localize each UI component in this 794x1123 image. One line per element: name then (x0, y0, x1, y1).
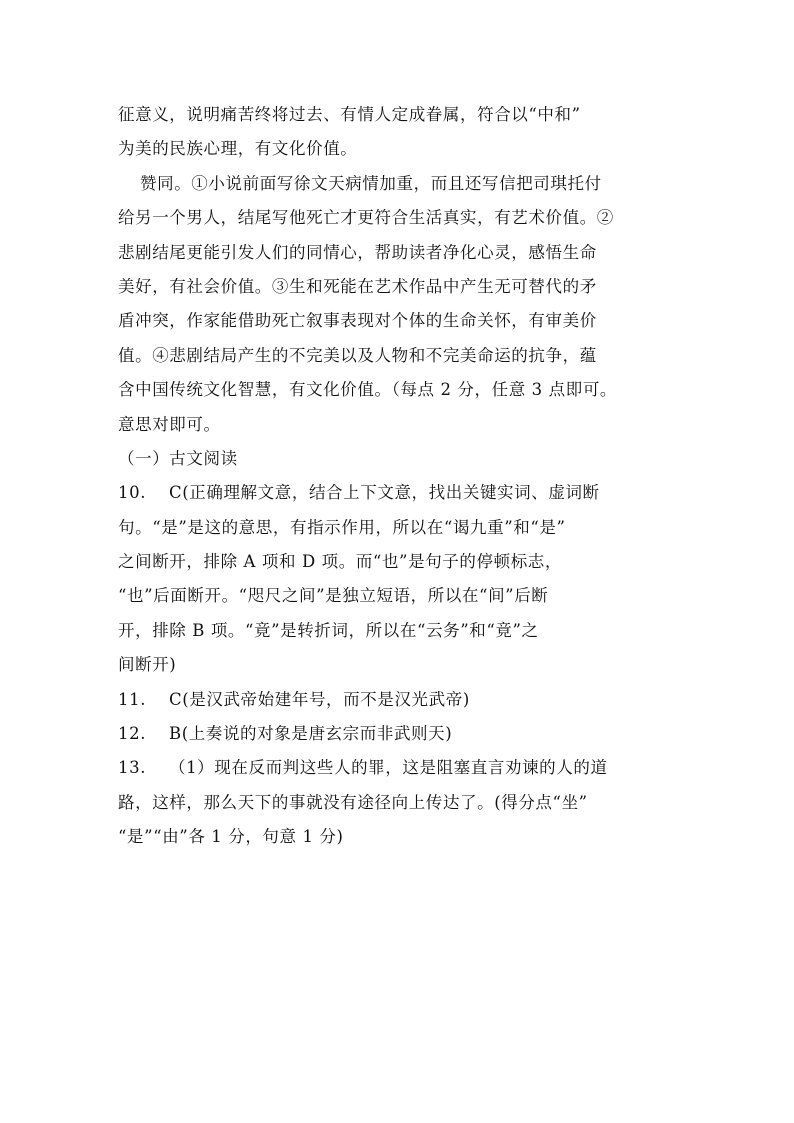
text-line: 路，这样，那么天下的事就没有途径向上传达了。(得分点“坐” (118, 792, 588, 812)
document-body (118, 98, 678, 855)
text-line: 给另一个男人，结尾写他死亡才更符合生活真实，有艺术价值。② (118, 208, 614, 228)
section-heading: （一）古文阅读 (118, 448, 238, 468)
text-line: 征意义，说明痛苦终将过去、有情人定成眷属，符合以“中和” (118, 105, 581, 124)
answer-item-13: 13. （1）现在反而判这些人的罪，这是阻塞直言劝谏的人的道 (118, 758, 608, 778)
text-line: 盾冲突，作家能借助死亡叙事表现对个体的生命关怀，有审美价 (118, 311, 597, 331)
text-line: 开，排除 B 项。“竟”是转折词，所以在“云务”和“竟”之 (118, 620, 539, 640)
text-line: “也”后面断开。“咫尺之间”是独立短语，所以在“间”后断 (118, 586, 549, 606)
text-line: 美好，有社会价值。③生和死能在艺术作品中产生无可替代的矛 (118, 276, 597, 296)
text-line: “是”“由”各 1 分，句意 1 分) (118, 827, 344, 847)
answer-item-11: 11. C(是汉武帝始建年号，而不是汉光武帝) (118, 689, 470, 709)
text-line: 值。④悲剧结局产生的不完美以及人物和不完美命运的抗争，蕴 (118, 345, 597, 365)
text-line: 为美的民族心理，有文化价值。 (118, 139, 358, 159)
answer-item-10: 10. C(正确理解文意，结合上下文意，找出关键实词、虚词断 (118, 483, 600, 503)
text-line: 之间断开，排除 A 项和 D 项。而“也”是句子的停顿标志， (118, 552, 562, 572)
text-line: 赞同。①小说前面写徐文天病情加重，而且还写信把司琪托付 (140, 173, 602, 193)
text-line: 悲剧结尾更能引发人们的同情心，帮助读者净化心灵，感悟生命 (118, 242, 597, 262)
text-line: 间断开) (118, 655, 177, 675)
answer-item-12: 12. B(上奏说的对象是唐玄宗而非武则天) (118, 724, 453, 744)
text-line: 含中国传统文化智慧，有文化价值。（每点 2 分，任意 3 点即可。 (118, 380, 618, 400)
text-line: 意思对即可。 (118, 414, 221, 434)
text-line: 句。“是”是这的意思，有指示作用，所以在“谒九重”和“是” (118, 517, 566, 537)
